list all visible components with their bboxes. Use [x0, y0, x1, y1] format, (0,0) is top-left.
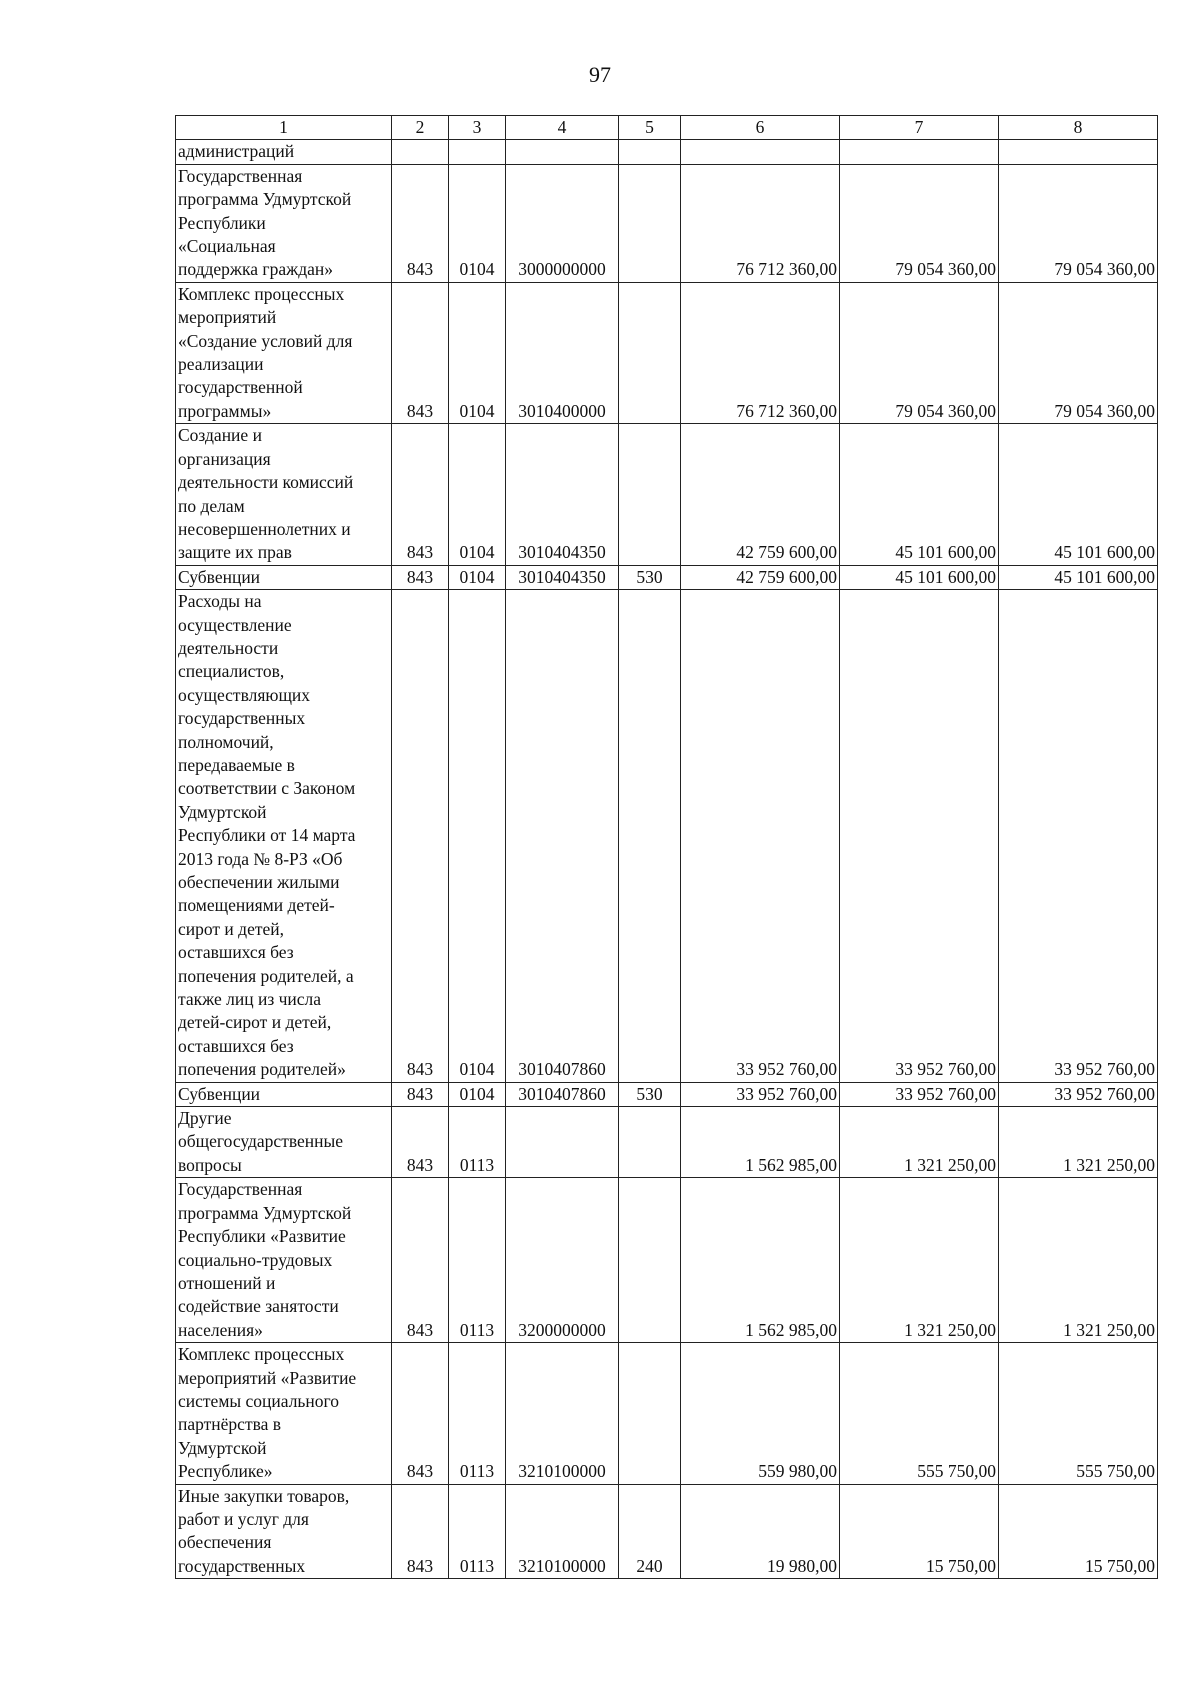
section-code-cell: 0113 [449, 1107, 506, 1178]
target-article-cell: 3010407860 [506, 1082, 619, 1106]
amount-year-1-cell: 1 562 985,00 [681, 1107, 840, 1178]
ministry-code-cell: 843 [392, 565, 449, 589]
section-code-cell: 0104 [449, 1082, 506, 1106]
section-code-cell: 0104 [449, 282, 506, 423]
amount-year-1-cell [681, 140, 840, 164]
budget-table [175, 115, 1158, 1579]
section-code-cell: 0113 [449, 1178, 506, 1343]
column-number: 4 [506, 116, 619, 140]
amount-year-2-cell: 33 952 760,00 [840, 1082, 999, 1106]
expense-type-cell [619, 282, 681, 423]
expense-type-cell: 530 [619, 565, 681, 589]
amount-year-3-cell: 45 101 600,00 [999, 424, 1158, 565]
target-article-cell: 3010404350 [506, 565, 619, 589]
amount-year-3-cell: 1 321 250,00 [999, 1178, 1158, 1343]
amount-year-2-cell: 15 750,00 [840, 1484, 999, 1579]
amount-year-3-cell: 79 054 360,00 [999, 282, 1158, 423]
target-article-cell [506, 140, 619, 164]
table-row [176, 424, 1158, 565]
section-code-cell: 0113 [449, 1343, 506, 1484]
target-article-cell: 3010407860 [506, 590, 619, 1083]
amount-year-2-cell: 45 101 600,00 [840, 424, 999, 565]
amount-year-2-cell: 1 321 250,00 [840, 1178, 999, 1343]
ministry-code-cell: 843 [392, 424, 449, 565]
table-row [176, 1343, 1158, 1484]
expense-type-cell [619, 1343, 681, 1484]
amount-year-2-cell: 79 054 360,00 [840, 282, 999, 423]
column-number: 6 [681, 116, 840, 140]
amount-year-1-cell: 19 980,00 [681, 1484, 840, 1579]
target-article-cell: 3010404350 [506, 424, 619, 565]
table-row [176, 565, 1158, 589]
row-name-cell: Создание и организация деятельности комиссий по делам несовершеннолетних и защите их прав [176, 424, 392, 565]
table-row [176, 1484, 1158, 1579]
amount-year-1-cell: 42 759 600,00 [681, 565, 840, 589]
table-row [176, 590, 1158, 1083]
column-number: 5 [619, 116, 681, 140]
ministry-code-cell [392, 140, 449, 164]
ministry-code-cell: 843 [392, 1082, 449, 1106]
amount-year-1-cell: 33 952 760,00 [681, 590, 840, 1083]
row-name-cell: Субвенции [176, 1082, 392, 1106]
ministry-code-cell: 843 [392, 1343, 449, 1484]
expense-type-cell [619, 164, 681, 282]
page-number: 97 [589, 62, 611, 87]
table-row [176, 1082, 1158, 1106]
expense-type-cell [619, 424, 681, 565]
ministry-code-cell: 843 [392, 1107, 449, 1178]
target-article-cell: 3210100000 [506, 1484, 619, 1579]
column-number: 2 [392, 116, 449, 140]
row-name-cell: Расходы на осуществление деятельности специалистов, осуществляющих государственных полномочий, передаваемые в соответствии с Законом Удмуртской Республики от 14 марта 2013 года № 8-РЗ «Об обеспечении жилыми помещениями детей- сирот и детей, оставшихся без попечения родителей, а также лиц из числа детей-сирот и детей, оставшихся без попечения родителей» [176, 590, 392, 1083]
row-name-cell: Комплекс процессных мероприятий «Создание условий для реализации государственной программы» [176, 282, 392, 423]
target-article-cell: 3200000000 [506, 1178, 619, 1343]
amount-year-1-cell: 76 712 360,00 [681, 164, 840, 282]
target-article-cell: 3010400000 [506, 282, 619, 423]
amount-year-3-cell: 79 054 360,00 [999, 164, 1158, 282]
target-article-cell: 3000000000 [506, 164, 619, 282]
target-article-cell: 3210100000 [506, 1343, 619, 1484]
target-article-cell [506, 1107, 619, 1178]
ministry-code-cell: 843 [392, 1484, 449, 1579]
row-name-cell: Субвенции [176, 565, 392, 589]
column-number-header-row [176, 116, 1158, 140]
ministry-code-cell: 843 [392, 282, 449, 423]
amount-year-3-cell: 555 750,00 [999, 1343, 1158, 1484]
table-row [176, 282, 1158, 423]
amount-year-2-cell: 555 750,00 [840, 1343, 999, 1484]
section-code-cell: 0104 [449, 590, 506, 1083]
row-name-cell: администраций [176, 140, 392, 164]
expense-type-cell [619, 1107, 681, 1178]
row-name-cell: Другие общегосударственные вопросы [176, 1107, 392, 1178]
section-code-cell: 0104 [449, 424, 506, 565]
amount-year-2-cell: 79 054 360,00 [840, 164, 999, 282]
amount-year-2-cell: 45 101 600,00 [840, 565, 999, 589]
row-name-cell: Государственная программа Удмуртской Республики «Развитие социально-трудовых отношений и содействие занятости населения» [176, 1178, 392, 1343]
amount-year-1-cell: 76 712 360,00 [681, 282, 840, 423]
row-name-cell: Государственная программа Удмуртской Республики «Социальная поддержка граждан» [176, 164, 392, 282]
section-code-cell: 0104 [449, 565, 506, 589]
ministry-code-cell: 843 [392, 1178, 449, 1343]
table-row [176, 164, 1158, 282]
expense-type-cell: 530 [619, 1082, 681, 1106]
amount-year-2-cell: 1 321 250,00 [840, 1107, 999, 1178]
row-name-cell: Комплекс процессных мероприятий «Развитие системы социального партнёрства в Удмуртской Республике» [176, 1343, 392, 1484]
section-code-cell: 0104 [449, 164, 506, 282]
expense-type-cell: 240 [619, 1484, 681, 1579]
row-name-cell: Иные закупки товаров, работ и услуг для обеспечения государственных [176, 1484, 392, 1579]
column-number: 7 [840, 116, 999, 140]
expense-type-cell [619, 140, 681, 164]
column-number: 1 [176, 116, 392, 140]
section-code-cell [449, 140, 506, 164]
column-number: 8 [999, 116, 1158, 140]
amount-year-1-cell: 33 952 760,00 [681, 1082, 840, 1106]
amount-year-3-cell: 1 321 250,00 [999, 1107, 1158, 1178]
ministry-code-cell: 843 [392, 164, 449, 282]
amount-year-3-cell: 45 101 600,00 [999, 565, 1158, 589]
expense-type-cell [619, 590, 681, 1083]
amount-year-1-cell: 1 562 985,00 [681, 1178, 840, 1343]
table-row [176, 140, 1158, 164]
column-number: 3 [449, 116, 506, 140]
expense-type-cell [619, 1178, 681, 1343]
amount-year-1-cell: 42 759 600,00 [681, 424, 840, 565]
amount-year-2-cell: 33 952 760,00 [840, 590, 999, 1083]
table-row [176, 1178, 1158, 1343]
amount-year-3-cell [999, 140, 1158, 164]
section-code-cell: 0113 [449, 1484, 506, 1579]
ministry-code-cell: 843 [392, 590, 449, 1083]
amount-year-3-cell: 33 952 760,00 [999, 1082, 1158, 1106]
amount-year-1-cell: 559 980,00 [681, 1343, 840, 1484]
table-row [176, 1107, 1158, 1178]
amount-year-3-cell: 33 952 760,00 [999, 590, 1158, 1083]
amount-year-2-cell [840, 140, 999, 164]
amount-year-3-cell: 15 750,00 [999, 1484, 1158, 1579]
